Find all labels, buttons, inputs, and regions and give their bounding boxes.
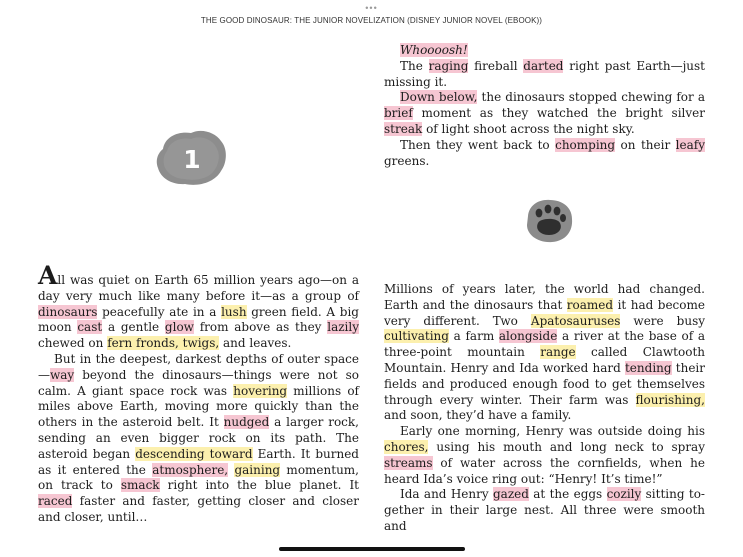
highlight[interactable]: lush <box>221 304 247 319</box>
highlight[interactable]: chores, <box>384 439 429 454</box>
highlight[interactable]: cozily <box>606 487 642 502</box>
paragraph: Millions of years later, the world had changed. Earth and the dinosaurs that roamed it had become very different. Two Apatosauruses were busy cultivating a farm alongside a river at the base of a three-point mountain range called Clawtooth Mountain. Henry and Ida worked hard tending their fields and produced enough food to get themselves through every winter. Their farm was flourishing, and soon, they’d have a family. <box>384 282 706 423</box>
paragraph: Then they went back to chomping on their leafy greens. <box>384 137 705 168</box>
highlight[interactable]: smack <box>120 478 160 493</box>
highlight[interactable]: gazed <box>492 487 529 502</box>
drop-cap: A <box>38 261 58 290</box>
highlight[interactable]: Down below, <box>400 90 478 105</box>
highlight[interactable]: chomping <box>555 137 616 152</box>
paragraph: The raging fireball darted right past Earth—just missing it. <box>384 58 706 89</box>
highlight[interactable]: nudged <box>223 415 270 430</box>
highlight[interactable]: cultivating <box>384 329 449 344</box>
highlight[interactable]: dinosaurs <box>38 304 98 319</box>
highlight[interactable]: raced <box>38 494 73 509</box>
top-handle-dots[interactable]: ••• <box>365 3 378 13</box>
highlight[interactable]: gaining <box>234 462 281 477</box>
highlight[interactable]: tending <box>624 360 672 375</box>
highlight[interactable]: alongside <box>498 329 558 344</box>
highlight[interactable]: brief <box>384 106 413 121</box>
highlight[interactable]: atmosphere, <box>152 462 229 477</box>
highlight[interactable]: glow <box>164 320 194 335</box>
highlight[interactable]: hovering <box>233 383 288 398</box>
chapter-number: 1 <box>183 145 201 174</box>
highlight[interactable]: Apatosauruses <box>530 313 621 328</box>
chapter-number-badge <box>155 127 229 189</box>
highlight[interactable]: Whoooosh! <box>400 43 468 57</box>
highlight[interactable]: leafy <box>675 137 705 152</box>
highlight[interactable]: descending toward <box>135 446 253 461</box>
paragraph <box>384 43 705 59</box>
footprint-ornament-icon <box>522 196 576 246</box>
highlight[interactable]: flourishing, <box>635 392 705 407</box>
highlight[interactable]: lazily <box>327 320 360 335</box>
book-title: THE GOOD DINOSAUR: THE JUNIOR NOVELIZATION (DISNEY JUNIOR NOVEL (EBOOK)) <box>200 16 543 25</box>
highlight[interactable]: raging <box>428 58 469 73</box>
right-page-text-bottom <box>384 282 705 535</box>
highlight[interactable]: fern fronds, twigs, <box>107 336 220 351</box>
highlight[interactable]: cast <box>77 320 103 335</box>
right-page-text-top <box>384 43 705 169</box>
highlight[interactable]: darted <box>523 58 564 73</box>
paragraph: Ida and Henry gazed at the eggs cozily sitting together in their large nest. All three were smooth and <box>384 487 705 533</box>
left-page-text <box>38 261 360 526</box>
highlight[interactable]: streams <box>384 455 433 470</box>
highlight[interactable]: roamed <box>566 297 614 312</box>
paragraph: All was quiet on Earth 65 million years ago—on a day very much like many before it—as a group of dinosaurs peacefully ate in a lush green field. A big moon cast a gentle glow from above as they lazily chewed on fern fronds, twigs, and leaves. <box>38 261 360 351</box>
highlight[interactable]: range <box>540 345 576 360</box>
home-indicator[interactable] <box>279 547 465 551</box>
highlight[interactable]: streak <box>384 121 423 136</box>
paragraph: Early one morning, Henry was outside doing his chores, using his mouth and long neck to spray streams of water across the cornfields, when he heard Ida’s voice ring out: “Henry! It’s time!” <box>384 424 705 486</box>
paragraph: Down below, the dinosaurs stopped chewing for a brief moment as they watched the bright silver streak of light shoot across the night sky. <box>384 90 705 136</box>
highlight[interactable]: way <box>50 367 75 382</box>
paragraph: But in the deepest, darkest depths of outer space—way beyond the dinosaurs—things were not so calm. A giant space rock was hovering millions of miles above Earth, moving more quickly than the others in the asteroid belt. It nudged a larger rock, sending an even bigger rock on its path. The asteroid began descending toward Earth. It burned as it entered the atmosphere, gaining momentum, on track to smack right into the blue planet. It raced faster and faster, getting closer and closer and closer, until… <box>38 351 360 524</box>
